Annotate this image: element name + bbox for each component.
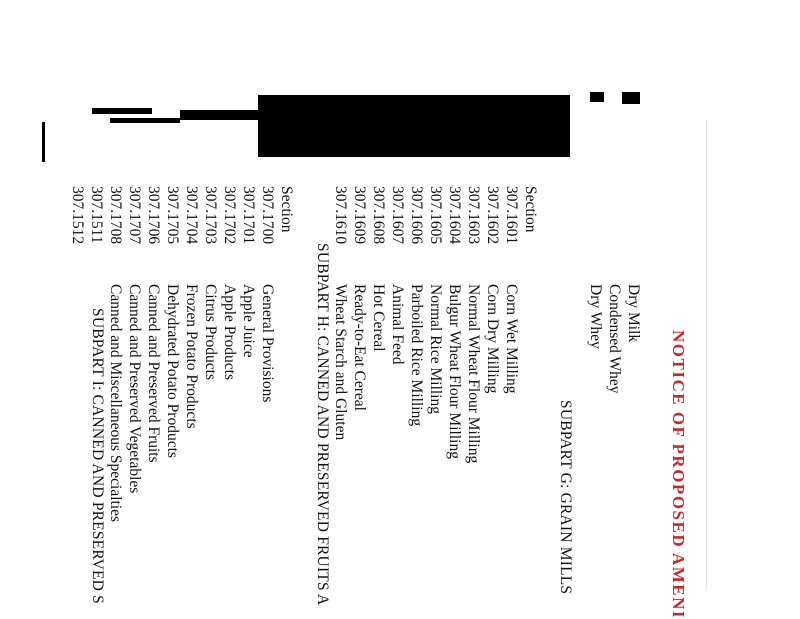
- section-title: Ready-to-Eat Cereal: [351, 284, 368, 411]
- subpart-i-heading: SUBPART I: CANNED AND PRESERVED S: [89, 308, 106, 604]
- section-number: 307.1602: [484, 186, 501, 245]
- section-number: 307.1512: [69, 186, 86, 245]
- section-number: 307.1609: [351, 186, 368, 245]
- section-title: Frozen Potato Products: [183, 284, 200, 429]
- section-title: Dehydrated Potato Products: [164, 284, 181, 458]
- subpart-g-section-numbers: [331, 186, 540, 244]
- section-number: 307.1608: [370, 186, 387, 245]
- section-title: Canned and Miscellaneous Specialties: [107, 284, 124, 523]
- section-number: 307.1604: [446, 186, 463, 245]
- section-number: 307.1606: [408, 186, 425, 245]
- subpart-g-heading: SUBPART G: GRAIN MILLS: [557, 400, 574, 595]
- scan-edge-bar: [42, 122, 45, 162]
- subpart-h-section-numbers: [106, 186, 296, 244]
- dairy-list: [586, 284, 643, 393]
- section-number: 307.1610: [332, 186, 349, 245]
- section-number: 307.1700: [259, 186, 276, 245]
- subpart-i-section-numbers: [68, 186, 106, 244]
- section-label: Section: [522, 186, 539, 233]
- section-title: Canned and Preserved Vegetables: [126, 284, 143, 494]
- section-title: Bulgur Wheat Flour Milling: [446, 284, 463, 459]
- redaction-block: [258, 95, 570, 157]
- section-title: Apple Products: [221, 284, 238, 381]
- section-number: 307.1704: [183, 186, 200, 245]
- section-number: 307.1601: [503, 186, 520, 245]
- section-title: Hot Cereal: [370, 284, 387, 352]
- list-item: Dry Milk: [625, 284, 642, 343]
- section-title: Parboiled Rice Milling: [408, 284, 425, 427]
- section-number: 307.1707: [126, 186, 143, 245]
- section-number: 307.1705: [164, 186, 181, 245]
- subpart-g-titles: [331, 284, 521, 463]
- section-title: Citrus Products: [202, 284, 219, 381]
- section-number: 307.1708: [107, 186, 124, 245]
- section-number: 307.1511: [88, 186, 105, 244]
- section-title: General Provisions: [259, 284, 276, 403]
- section-title: Animal Feed: [389, 284, 406, 365]
- redaction-fragment: [92, 108, 152, 114]
- section-title: Apple Juice: [240, 284, 257, 358]
- section-title: Corn Dry Milling: [484, 284, 501, 394]
- redaction-fragment: [622, 92, 640, 104]
- subpart-h-titles: [106, 284, 277, 522]
- section-number: 307.1702: [221, 186, 238, 245]
- section-label: Section: [278, 186, 295, 233]
- section-title: Normal Wheat Flour Milling: [465, 284, 482, 464]
- section-number: 307.1603: [465, 186, 482, 245]
- section-number: 307.1701: [240, 186, 257, 245]
- section-title: Canned and Preserved Fruits: [145, 284, 162, 463]
- scan-guide-line: [706, 120, 707, 590]
- section-number: 307.1607: [389, 186, 406, 245]
- redaction-fragment: [590, 92, 604, 102]
- list-item: Dry Whey: [587, 284, 604, 349]
- section-number: 307.1605: [427, 186, 444, 245]
- section-number: 307.1706: [145, 186, 162, 245]
- section-title: Corn Wet Milling: [503, 284, 520, 394]
- redaction-fragment: [110, 118, 180, 123]
- section-title: Normal Rice Milling: [427, 284, 444, 415]
- notice-banner: NOTICE OF PROPOSED AMENI: [669, 330, 688, 619]
- redaction-fragment: [180, 110, 260, 120]
- section-title: Wheat Starch and Gluten: [332, 284, 349, 441]
- subpart-h-heading: SUBPART H: CANNED AND PRESERVED FRUITS A: [314, 243, 331, 606]
- list-item: Condensed Whey: [606, 284, 623, 394]
- section-number: 307.1703: [202, 186, 219, 245]
